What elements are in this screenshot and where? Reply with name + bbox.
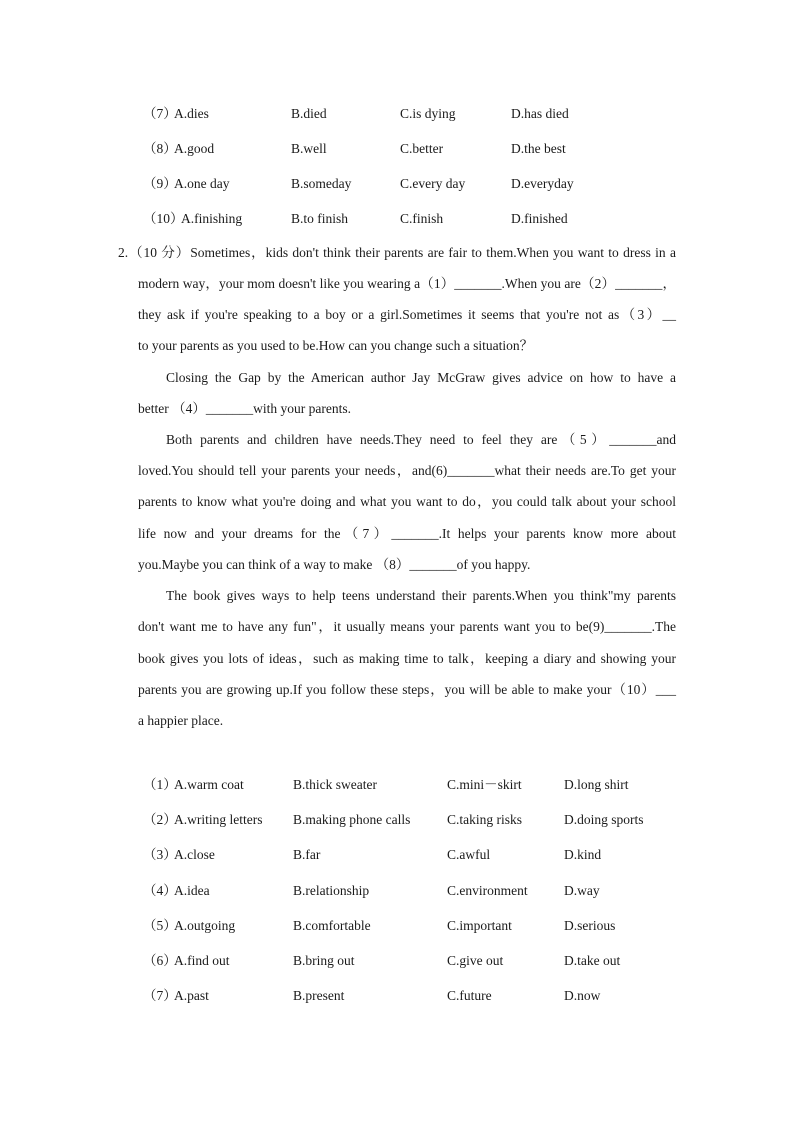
option-a: A.find out	[174, 953, 230, 968]
question-header: 2.（10 分）Sometimes，kids don't think their parents are fair to them.When you want to dress in a	[118, 245, 676, 260]
option-row	[0, 986, 794, 1006]
option-number: （6）	[143, 953, 177, 968]
option-c: C.environment	[447, 883, 528, 898]
option-row	[0, 139, 794, 159]
option-d: D.long shirt	[564, 777, 629, 792]
option-b: B.to finish	[291, 211, 349, 226]
option-b: B.well	[291, 141, 327, 156]
option-b: B.relationship	[293, 883, 370, 898]
option-number: （7）	[143, 988, 177, 1003]
option-b: B.far	[293, 847, 321, 862]
option-b: B.making phone calls	[293, 812, 411, 827]
passage-line: loved.You should tell your parents your needs，and(6)_______what their needs are.To get your	[138, 463, 676, 478]
option-d: D.now	[564, 988, 601, 1003]
option-b: B.comfortable	[293, 918, 371, 933]
option-d: D.everyday	[511, 176, 574, 191]
option-d: D.the best	[511, 141, 566, 156]
passage-line: parents you are growing up.If you follow these steps，you will be able to make your（10）___	[138, 682, 676, 697]
option-a: A.one day	[174, 176, 230, 191]
option-number: （4）	[143, 883, 177, 898]
option-row	[0, 174, 794, 194]
passage-line: parents to know what you're doing and what you want to do，you could talk about your school	[138, 494, 676, 509]
passage-line: better （4）_______with your parents.	[138, 401, 351, 416]
option-b: B.bring out	[293, 953, 355, 968]
passage-line: life now and your dreams for the（7）_______.It helps your parents know more about	[138, 526, 676, 541]
option-a: A.outgoing	[174, 918, 236, 933]
passage-line: don't want me to have any fun"，it usually means your parents want you to be(9)_______.The	[138, 619, 676, 634]
option-b: B.present	[293, 988, 345, 1003]
option-c: C.finish	[400, 211, 444, 226]
option-d: D.way	[564, 883, 600, 898]
passage-line: a happier place.	[138, 713, 224, 728]
passage-line: Closing the Gap by the American author Jay McGraw gives advice on how to have a	[166, 370, 676, 385]
option-row	[0, 951, 794, 971]
option-a: A.writing letters	[174, 812, 263, 827]
passage-line: modern way，your mom doesn't like you wearing a（1）_______.When you are（2）_______，	[138, 276, 676, 291]
option-row	[0, 810, 794, 830]
passage-line: book gives you lots of ideas，such as making time to talk，keeping a diary and showing your	[138, 651, 676, 666]
option-c: C.every day	[400, 176, 466, 191]
option-number: （7）	[143, 106, 177, 121]
option-c: C.taking risks	[447, 812, 523, 827]
option-d: D.kind	[564, 847, 602, 862]
option-number: （1）	[143, 777, 177, 792]
option-c: C.mini－skirt	[447, 777, 522, 792]
option-number: （5）	[143, 918, 177, 933]
option-d: D.doing sports	[564, 812, 644, 827]
passage-line: to your parents as you used to be.How can you change such a situation？	[138, 338, 534, 353]
option-b: B.someday	[291, 176, 352, 191]
passage-line: Both parents and children have needs.They need to feel they are（5）_______and	[166, 432, 676, 447]
option-a: A.close	[174, 847, 215, 862]
option-row	[0, 104, 794, 124]
option-a: A.past	[174, 988, 209, 1003]
option-row	[0, 916, 794, 936]
option-a: A.warm coat	[174, 777, 244, 792]
option-number: （8）	[143, 141, 177, 156]
option-d: D.has died	[511, 106, 569, 121]
option-d: D.finished	[511, 211, 568, 226]
option-d: D.serious	[564, 918, 616, 933]
option-c: C.awful	[447, 847, 491, 862]
passage-line: The book gives ways to help teens understand their parents.When you think"my parents	[166, 588, 676, 603]
option-c: C.is dying	[400, 106, 456, 121]
option-a: A.finishing	[181, 211, 243, 226]
option-row	[0, 209, 794, 229]
option-b: B.thick sweater	[293, 777, 377, 792]
option-row	[0, 775, 794, 795]
option-d: D.take out	[564, 953, 621, 968]
option-row	[0, 881, 794, 901]
option-a: A.dies	[174, 106, 209, 121]
option-number: （2）	[143, 812, 177, 827]
option-b: B.died	[291, 106, 327, 121]
option-number: （3）	[143, 847, 177, 862]
option-a: A.idea	[174, 883, 210, 898]
option-number: （9）	[143, 176, 177, 191]
option-row	[0, 845, 794, 865]
option-c: C.future	[447, 988, 492, 1003]
passage-line: they ask if you're speaking to a boy or a girl.Sometimes it seems that you're not as（3）__	[138, 307, 676, 322]
option-c: C.better	[400, 141, 444, 156]
option-a: A.good	[174, 141, 215, 156]
option-number: （10）	[143, 211, 184, 226]
option-c: C.give out	[447, 953, 504, 968]
option-c: C.important	[447, 918, 512, 933]
passage-line: you.Maybe you can think of a way to make （8）_______of you happy.	[138, 557, 531, 572]
